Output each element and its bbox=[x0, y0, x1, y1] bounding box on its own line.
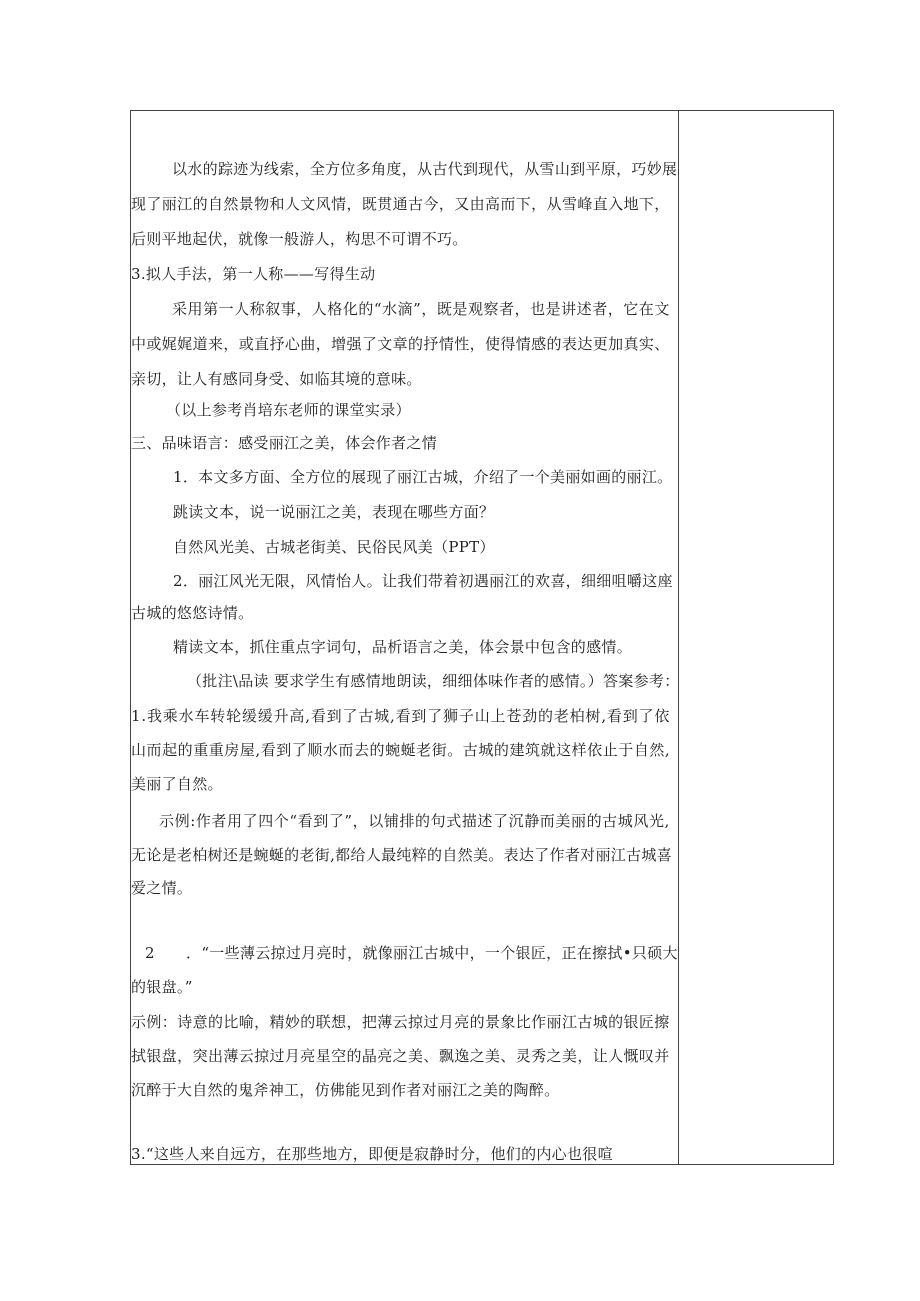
task-1: 跳读文本，说一说丽江之美，表现在哪些方面？ bbox=[173, 503, 495, 521]
instruction: （批注\品读 要求学生有感情地朗读，细细体味作者的感情。）答案参考： bbox=[187, 672, 680, 690]
quote-1-line-1: 1 . 我 乘 水 车 转 轮 缓 缓 升 高 , 看 到 了 古 城 , 看 到 了 狮 子 山 上 苍 劲 的 老 柏 树 , 看 到 了 依 bbox=[131, 707, 670, 725]
source-note: （以上参考肖培东老师的课堂实录） bbox=[166, 401, 411, 419]
quote-2-line-2: 的银盘。” bbox=[131, 978, 193, 996]
quote-1-line-2: 山 而 起 的 重 重 房 屋 , 看 到 了 顺 水 而 去 的 蜿 蜒 老 街 。 古 城 的 建 筑 就 这 样 依 止 于 自 然 , bbox=[131, 741, 670, 759]
example-1-line-2: 无 论 是 老 柏 树 还 是 蜿 蜒 的 老 街 , 都 给 人 最 纯 粹 的 自 然 美 。 表 达 了 作 者 对 丽 江 古 城 喜 bbox=[131, 846, 673, 864]
para-2-line-3: 亲切，让人有感同身受、如临其境的意味。 bbox=[131, 370, 422, 388]
item-2-line-1: 2 ． 丽 江 风 光 无 限 ， 风 情 怡 人 。 让 我 们 带 着 初 遇 丽 江 的 欢 喜 ， 细 细 咀 嚼 这 座 bbox=[173, 572, 673, 590]
para-2-line-1: 采 用 第 一 人 称 叙 事 ， 人 格 化 的 “ 水 滴 ” ， 既 是 观 察 者 ， 也 是 讲 述 者 ， 它 在 文 bbox=[172, 300, 670, 318]
heading-personification: 3.拟人手法，第一人称——写得生动 bbox=[131, 265, 376, 283]
para-1-line-3: 后则平地起伏，就像一般游人，构思不可谓不巧。 bbox=[131, 230, 468, 248]
quote-2-number: 2 bbox=[145, 944, 155, 962]
para-2-line-2: 中 或 娓 娓 道 来 ， 或 直 抒 心 曲 ， 增 强 了 文 章 的 抒 情 性 ， 使 得 情 感 的 表 达 更 加 真 实 、 bbox=[131, 335, 670, 353]
item-1: 1．本文多方面、全方位的展现了丽江古城，介绍了一个美丽如画的丽江。 bbox=[173, 468, 673, 486]
item-2-line-2: 古城的悠悠诗情。 bbox=[131, 604, 254, 622]
example-2-line-1: 示 例 ： 诗 意 的 比 喻 ， 精 妙 的 联 想 ， 把 薄 云 掠 过 月 亮 的 景 象 比 作 丽 江 古 城 的 银 匠 擦 bbox=[131, 1013, 670, 1031]
para-1-line-1: 以 水 的 踪 迹 为 线 索 ， 全 方 位 多 角 度 ， 从 古 代 到 现 代 ， 从 雪 山 到 平 原 ， 巧 妙 展 bbox=[172, 160, 678, 178]
quote-1-line-3: 美丽了自然。 bbox=[131, 775, 223, 793]
para-1-line-2: 现 了 丽 江 的 自 然 景 物 和 人 文 风 情 ， 既 贯 通 古 今 ， 又 由 高 而 下 ， 从 雪 峰 直 入 地 下 ， bbox=[131, 195, 670, 213]
example-2-line-3: 沉醉于大自然的鬼斧神工，仿佛能见到作者对丽江之美的陶醉。 bbox=[131, 1081, 560, 1099]
example-1-line-1: 示 例 : 作 者 用 了 四 个 “ 看 到 了 ” ， 以 铺 排 的 句 式 描 述 了 沉 静 而 美 丽 的 古 城 风 光 , bbox=[159, 812, 670, 830]
example-2-line-2: 拭 银 盘 ， 突 出 薄 云 掠 过 月 亮 星 空 的 晶 亮 之 美 、 飘 逸 之 美 、 灵 秀 之 美 ， 让 人 慨 叹 并 bbox=[131, 1047, 670, 1065]
answer-1: 自然风光美、古城老街美、民俗民风美（PPT） bbox=[173, 538, 495, 556]
task-2: 精读文本，抓住重点字词句，品析语言之美，体会景中包含的感情。 bbox=[173, 638, 633, 656]
example-1-line-3: 爱之情。 bbox=[131, 879, 193, 897]
quote-3-line-1: 3.“这些人来自远方，在那些地方，即便是寂静时分，他们的内心也很喧 bbox=[131, 1145, 613, 1163]
table-column-divider bbox=[678, 110, 679, 1165]
quote-2-line-1: ． “ 一 些 薄 云 掠 过 月 亮 时 ， 就 像 丽 江 古 城 中 ， 一 个 银 匠 ， 正 在 擦 拭 • 只 硕 大 bbox=[186, 944, 678, 962]
section-3-heading: 三、品味语言：感受丽江之美，体会作者之情 bbox=[131, 434, 438, 452]
